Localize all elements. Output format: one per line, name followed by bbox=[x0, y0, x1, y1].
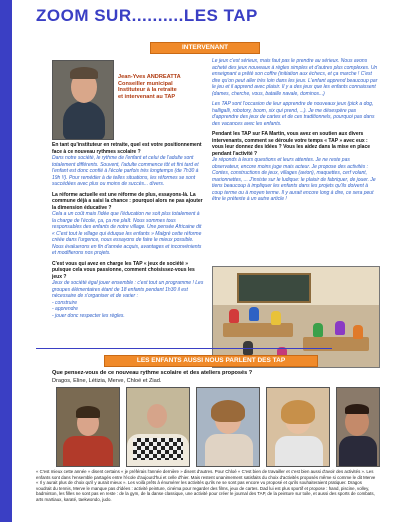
kid-photo bbox=[196, 387, 260, 467]
section-header-intervenant: INTERVENANT bbox=[150, 42, 260, 54]
answer-1: Dans notre société, le rythme de l'enfant et celui de l'adulte sont totalement différents. Souvent, l'adulte commence tôt et fini tard et l'enfant est donc confié à l'école parfois très longtemps (de 7h30 à 19h !!). Pour remédier à de telles situations, les réformes se sont succédées avec plus ou moins de succès... divers. bbox=[52, 155, 199, 187]
right-paragraph-2: Les TAP sont l'occasion de leur apprendre de nouveaux jeux (pick a dog, halligalli, robotory, boom, six qui prend, ...). Je me désespère pas d'apprendre des jeux de cartes et de ces traditionnels, pourquoi pas dans des vacances avec les enfants. bbox=[212, 101, 375, 127]
kid-photo bbox=[336, 387, 380, 467]
kid-photo bbox=[266, 387, 330, 467]
divider bbox=[36, 348, 332, 349]
left-accent-bar bbox=[0, 0, 12, 522]
answer-2: Cela a un coût mais l'idée que l'éducation ne soit plus totalement à la charge de l'école, ça, ça me plaît. Nous sommes tous responsables des enfants de notre village. Une pensée Africaine dit « C'est tout le village qui éduque les enfants » Malgré cette réforme créée dans l'urgence, nous essayons de faire le mieux possible. Nous évaluerons en fin d'année acquis, avantages et inconvénients et modifierons nos projets. bbox=[52, 211, 202, 256]
caption-line-3: Instituteur à la retraite bbox=[118, 87, 177, 94]
caption-name: Jean-Yves ANDREATTA bbox=[118, 74, 181, 80]
kids-question: Que pensez-vous de ce nouveau rythme scolaire et des ateliers proposés ? bbox=[52, 370, 253, 376]
caption-line-2: Conseiller municipal bbox=[118, 80, 173, 87]
list-item: - jouer donc respecter les règles. bbox=[52, 312, 125, 319]
classroom-photo bbox=[212, 266, 380, 368]
list-item: - construire bbox=[52, 299, 78, 306]
kid-photo bbox=[126, 387, 190, 467]
right-answer: Je réponds à leurs questions et leurs attentes. Je ne reste pas observateur, encore moins juge mais acteur. Je propose des activités : Contes, constructions de jeux, villages (avion), maquettes, cerf volant, marionnettes, ... J'insiste sur le ludique: le plaisir de fabriquer, de jouer. Je tiens beaucoup à impliquer les enfants dans les projets qu'ils doivent à coup terme ou à moyen terme. Il y aurait encore long à dire, ce sera peut être le prétexte à un autre article ! bbox=[212, 157, 376, 202]
question-2: La réforme actuelle est une réforme de plus, essayons-là. La commune déjà a saisi la chance : pourquoi alors ne pas ajouter la dimension éducative ? bbox=[52, 191, 203, 211]
left-column bbox=[52, 142, 204, 319]
right-paragraph-1: Le jeux c'est sérieux, mais faut pas le prendre au sérieux. Nous avons acheté des jeux nouveaux à règles simples et d'autres plus complexes. Un enseignant a prêté son coffre (initiation aux échecs, et ça marche ! C'est dire qu'on peut aller très loin dans les jeux. L'enfant apprend beaucoup par le jeu et il apprend avec plaisir. Il y a des jeux que les enfants connaissent (dames, cherche, vous, bataille navale, dominos...) bbox=[212, 58, 378, 97]
portrait-caption bbox=[118, 74, 206, 101]
kids-names: Dragos, Eline, Létizia, Merve, Chloé et Ziad. bbox=[52, 378, 162, 384]
list-item: - apprendre bbox=[52, 306, 78, 312]
answer-3: Jeux de société égal jouer ensemble : c'est tout un programme ! Les groupes élémentaires étant de 18 enfants pendant 1h30 il est nécessaire de s'organiser et de varier : bbox=[52, 280, 204, 299]
kid-photo bbox=[56, 387, 120, 467]
portrait-photo bbox=[52, 60, 114, 140]
right-question: Pendant les TAP sur FA Martin, vous avez en soutien aux divers intervenants, comment se déroule votre temps « TAP » avec eux : vous leur donnez des idées ? Vous les aidez dans la mise en place pendant l'activité ? bbox=[212, 131, 371, 157]
kids-testimony-text: « C'est mieux cette année » disent certains « je préférais l'année dernière » disent d'autres. Pour Chloé « C'est bien de travailler et c'est bien aussi d'avoir des activités ». Les enfants sont dans l'ensemble partagés entre l'école d'aujourd'hui et celle d'hier. Mais restent unanimement satisfaits du choix d'activités proposés même si comme le dit Merve « Il y aurait plus de choix qu'il y aurait mieux ». Les voilà prêts à énumérer les activités qu'ils ne se sont pas encore vu proposé et qu'ils souhaiteraient pratiquer. Dragos voudrait du tennis, Merve le manque pas d'idées : activité peinture, cinéma pour regarder des films, jeux de cartes. Dad lui est plus sportif et propose : hand, piscine, volley, badminton, les filles ne sont pas en reste : de la gym, de la danse classique, une activité pour créer le journal des TAP, de la peinture sur toile, et aussi des sports de combats, arts martiaux, karaté, taekwondo, judo. bbox=[36, 469, 376, 502]
page-title: ZOOM SUR..........LES TAP bbox=[36, 6, 258, 25]
right-column bbox=[212, 58, 378, 203]
question-1: En tant qu'instituteur en retraite, quel est votre positionnement face à ce nouveau rythmes scolaire ? bbox=[52, 142, 202, 155]
caption-line-4: et intervenant au TAP bbox=[118, 94, 176, 101]
section-header-enfants: LES ENFANTS AUSSI NOUS PARLENT DES TAP bbox=[104, 355, 318, 367]
question-3: C'est vous qui avez en charge les TAP « jeux de société » puisque cela vous passionne, comment choisissez-vous les jeux ? bbox=[52, 260, 195, 280]
